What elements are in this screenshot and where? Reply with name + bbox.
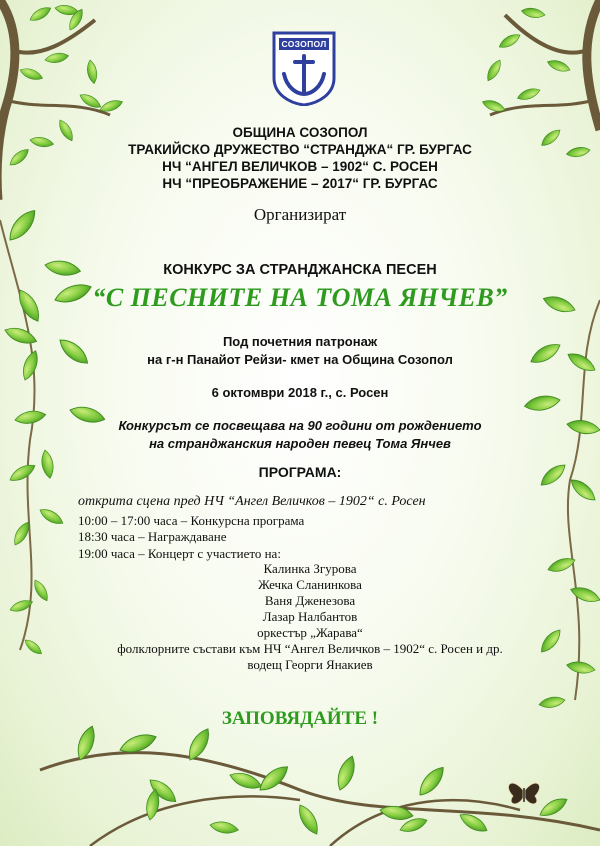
organizer-line: ТРАКИЙСКО ДРУЖЕСТВО “СТРАНДЖА“ ГР. БУРГАС bbox=[128, 142, 472, 157]
program-item: открита сцена пред НЧ “Ангел Величков – 1902“ с. Росен bbox=[78, 494, 426, 509]
dedication-line: Конкурсът се посвещава на 90 години от рождението bbox=[118, 418, 482, 433]
organizer-line: НЧ “АНГЕЛ ВЕЛИЧКОВ – 1902“ С. РОСЕН bbox=[162, 159, 438, 174]
participant: оркестър „Жарава“ bbox=[257, 625, 363, 640]
organizer-line: ОБЩИНА СОЗОПОЛ bbox=[232, 125, 368, 140]
sozopol-logo bbox=[271, 30, 337, 106]
date-place: 6 октомври 2018 г., с. Росен bbox=[211, 385, 389, 400]
program-item: 18:30 часа – Награждаване bbox=[78, 529, 227, 544]
participant: водещ Георги Янакиев bbox=[247, 657, 373, 672]
closing-invitation: ЗАПОВЯДАЙТЕ ! bbox=[221, 708, 379, 729]
patronage-line: на г-н Панайот Рейзи- кмет на Община Созопол bbox=[147, 352, 453, 367]
participant: фолклорните състави към НЧ “Ангел Величков – 1902“ с. Росен и др. bbox=[117, 641, 503, 656]
logo-text: СОЗОПОЛ bbox=[281, 39, 327, 49]
participant: Жечка Сланинкова bbox=[258, 577, 362, 592]
organize-label: Организират bbox=[253, 205, 347, 224]
participant: Калинка Згурова bbox=[263, 561, 357, 576]
participant: Лазар Налбантов bbox=[262, 609, 358, 624]
program-item: 19:00 часа – Концерт с участието на: bbox=[78, 546, 281, 561]
dedication-line: на странджанския народен певец Тома Янчев bbox=[149, 436, 451, 451]
contest-title: КОНКУРС ЗА СТРАНДЖАНСКА ПЕСЕН bbox=[163, 262, 437, 278]
butterfly-icon bbox=[508, 783, 539, 804]
patronage-line: Под почетния патронаж bbox=[222, 334, 378, 349]
contest-name: “С ПЕСНИТЕ НА ТОМА ЯНЧЕВ” bbox=[92, 283, 508, 312]
organizer-line: НЧ “ПРЕОБРАЖЕНИЕ – 2017“ ГР. БУРГАС bbox=[162, 176, 438, 191]
participant: Ваня Дженезова bbox=[264, 593, 356, 608]
program-item: 10:00 – 17:00 часа – Конкурсна програма bbox=[78, 513, 305, 528]
program-heading: ПРОГРАМА: bbox=[258, 464, 342, 480]
